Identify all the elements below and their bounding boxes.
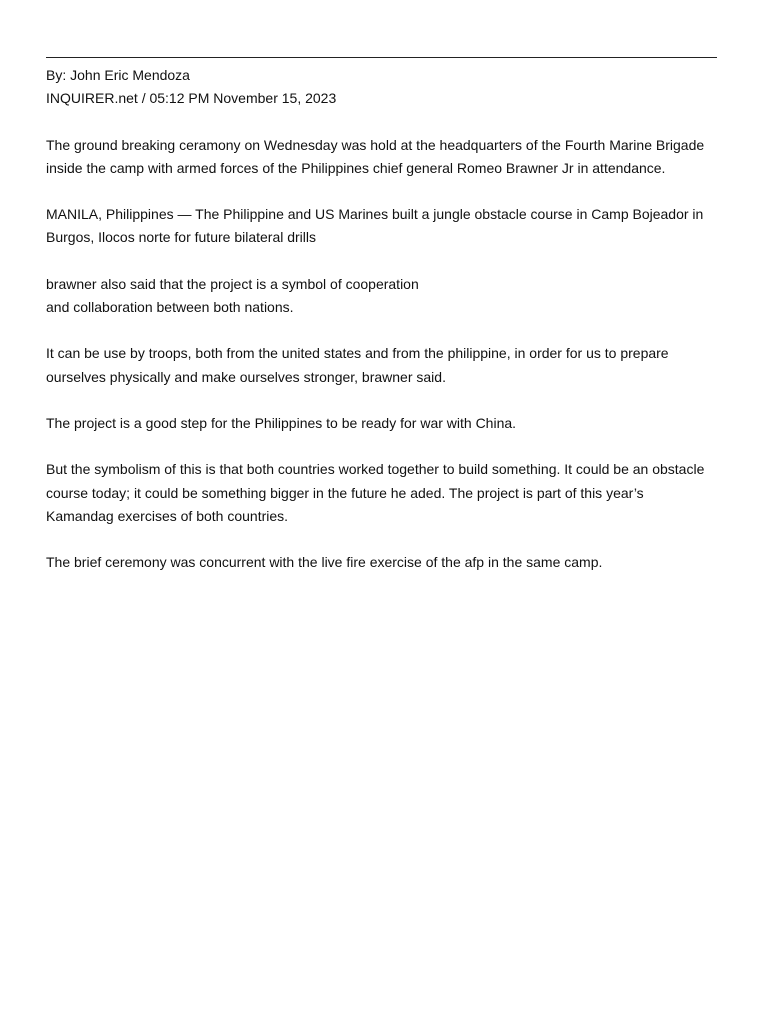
paragraph-line: and collaboration between both nations. xyxy=(46,298,294,315)
paragraph-line: MANILA, Philippines — The Philippine and US Marines built a jungle obstacle course in Camp Bojeador in xyxy=(46,206,704,223)
paragraph-line: But the symbolism of this is that both countries worked together to build something. It could be an obstacle xyxy=(46,461,705,478)
paragraph-spacer xyxy=(46,110,721,133)
paragraph-spacer xyxy=(46,389,721,412)
paragraph-line: course today; it could be something bigger in the future he aded. The project is part of this year’s xyxy=(46,484,644,501)
article-body xyxy=(46,64,721,574)
byline: By: John Eric Mendoza xyxy=(46,67,190,83)
header-divider xyxy=(46,57,717,58)
paragraph-line: It can be use by troops, both from the united states and from the philippine, in order for us to prepare xyxy=(46,345,669,362)
paragraph-line: The brief ceremony was concurrent with the live fire exercise of the afp in the same camp. xyxy=(46,554,603,571)
paragraph-line: brawner also said that the project is a symbol of cooperation xyxy=(46,275,419,292)
paragraph-spacer xyxy=(46,528,721,551)
paragraph-4 xyxy=(46,342,721,388)
paragraph-line: The project is a good step for the Philippines to be ready for war with China. xyxy=(46,414,517,431)
paragraph-spacer xyxy=(46,180,721,203)
paragraph-line: The ground breaking ceramony on Wednesday was hold at the headquarters of the Fourth Marine Brigade xyxy=(46,136,705,153)
paragraph-spacer xyxy=(46,435,721,458)
paragraph-5 xyxy=(46,412,721,435)
paragraph-line: ourselves physically and make ourselves stronger, brawner said. xyxy=(46,368,446,385)
paragraph-6 xyxy=(46,458,721,528)
paragraph-3 xyxy=(46,273,721,319)
paragraph-7 xyxy=(46,551,721,574)
paragraph-line: inside the camp with armed forces of the Philippines chief general Romeo Brawner Jr in attendance. xyxy=(46,159,666,176)
paragraph-1 xyxy=(46,134,721,180)
dateline: INQUIRER.net / 05:12 PM November 15, 2023 xyxy=(46,90,337,107)
paragraph-line: Kamandag exercises of both countries. xyxy=(46,507,289,524)
paragraph-spacer xyxy=(46,319,721,342)
paragraph-line: Burgos, Ilocos norte for future bilateral drills xyxy=(46,229,317,246)
paragraph-2 xyxy=(46,203,721,249)
paragraph-spacer xyxy=(46,250,721,273)
